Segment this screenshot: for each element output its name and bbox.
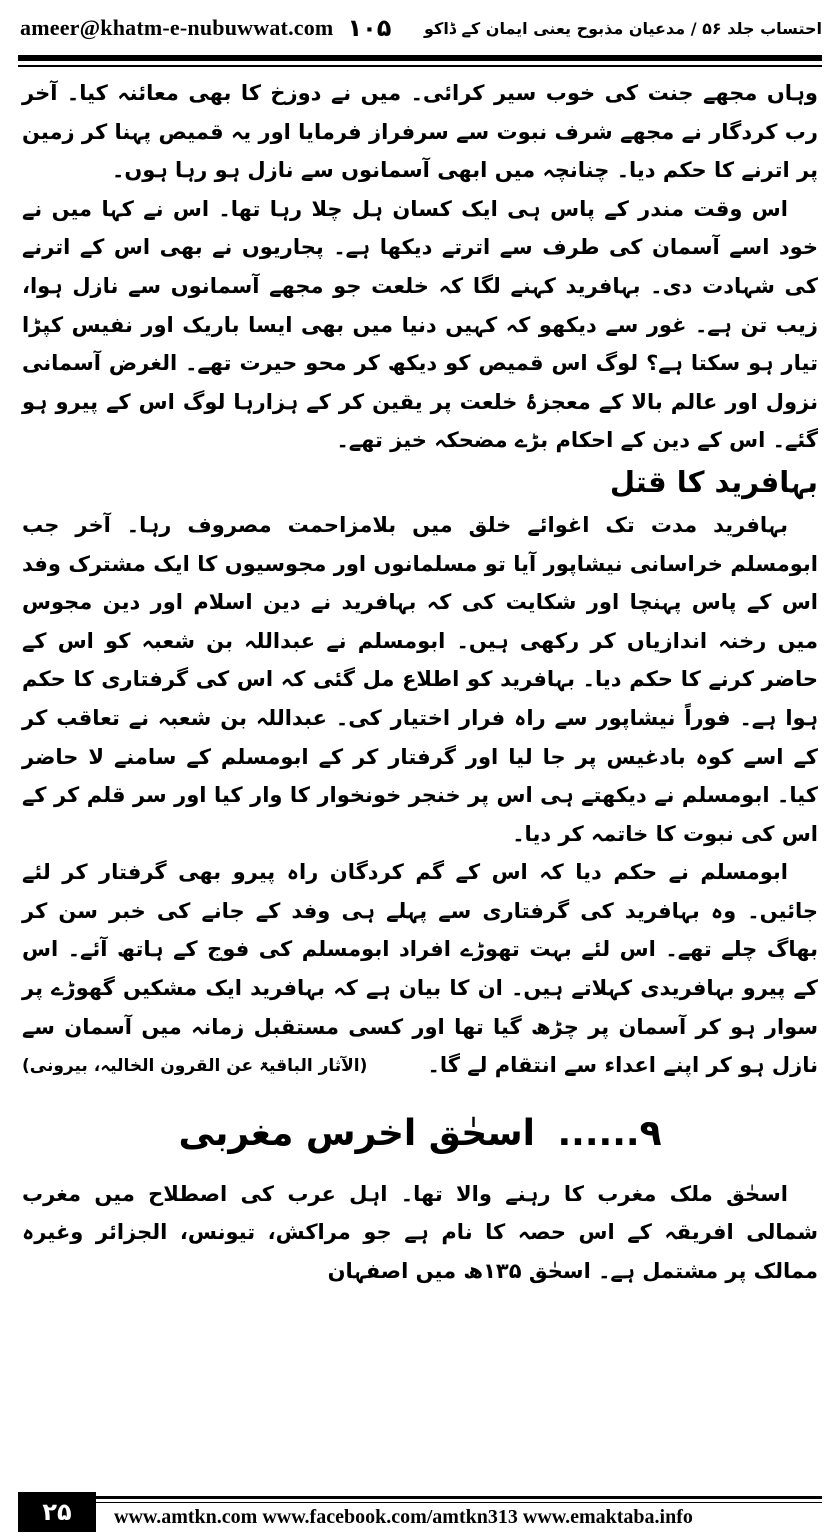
header-left xyxy=(20,14,391,42)
page-content xyxy=(22,74,818,1291)
header-rule-thin xyxy=(18,65,822,67)
footer-page-number: ۲۵ xyxy=(18,1492,96,1532)
footer-rule-thick xyxy=(96,1496,822,1499)
header-page-number: ۱۰۵ xyxy=(347,14,392,42)
page-header xyxy=(20,8,822,48)
footer-rule-thin xyxy=(96,1502,822,1503)
chapter-title: اسحٰق اخرس مغربی xyxy=(178,1112,535,1154)
chapter-number: ۹...... xyxy=(557,1112,662,1154)
paragraph-2: اس وقت مندر کے پاس ہی ایک کسان ہل چلا رہا تھا۔ اس نے کہا میں نے خود اسے آسمان کی طرف سے اترتے دیکھا ہے۔ پجاریوں نے بھی اس کے اترنے کی شہادت دی۔ بہافرید کہنے لگا کہ خلعت جو مجھے آسمانوں سے نازل ہوا، زیب تن ہے۔ غور سے دیکھو کہ کہیں دنیا میں بھی ایسا باریک اور نفیس کپڑا تیار ہو سکتا ہے؟ لوگ اس قمیص کو دیکھ کر محو حیرت تھے۔ الغرض آسمانی نزول اور عالم بالا کے معجزۂ خلعت پر یقین کر کے ہزارہا لوگ اس کے پیرو ہو گئے۔ اس کے دین کے احکام بڑے مضحکہ خیز تھے۔ xyxy=(22,196,818,453)
header-book-title: احتساب جلد ۵۶ / مدعیان مذبوح یعنی ایمان کے ڈاکو xyxy=(424,18,822,38)
header-email: ameer@khatm-e-nubuwwat.com xyxy=(20,15,334,40)
footer-urls: www.amtkn.com www.facebook.com/amtkn313 www.emaktaba.info xyxy=(114,1506,693,1528)
page-footer xyxy=(18,1492,822,1534)
chapter-heading xyxy=(22,1103,818,1165)
header-rule-thick xyxy=(18,55,822,61)
paragraph-4: ابومسلم نے حکم دیا کہ اس کے گم کردگان راہ پیرو بھی گرفتار کر لئے جائیں۔ وہ بہافرید کی گرفتاری سے پہلے ہی وفد کے جانے کی خبر سن کر بھاگ چلے تھے۔ اس لئے بہت تھوڑے افراد ابومسلم کی فوج کے ہاتھ آئے۔ اس کے پیرو بہافریدی کہلاتے ہیں۔ ان کا بیان ہے کہ بہافرید ایک مشکیں گھوڑے پر سوار ہو کر آسمان پر چڑھ گیا تھا اور کسی مستقبل زمانہ میں آسمان سے نازل ہو کر اپنے اعداء سے انتقام لے گا۔ xyxy=(22,860,818,1078)
citation: (الآثار الباقیۃ عن القرون الخالیہ، بیرونی) xyxy=(22,1055,368,1076)
paragraph-1: وہاں مجھے جنت کی خوب سیر کرائی۔ میں نے دوزخ کا بھی معائنہ کیا۔ آخر رب کردگار نے مجھے شرف نبوت سے سرفراز فرمایا اور یہ قمیص پہنا کر زمین پر اترنے کا حکم دیا۔ چنانچہ میں ابھی آسمانوں سے نازل ہو رہا ہوں۔ xyxy=(22,81,818,183)
paragraph-3: بہافرید مدت تک اغوائے خلق میں بلامزاحمت مصروف رہا۔ آخر جب ابومسلم خراسانی نیشاپور آیا تو مسلمانوں اور مجوسیوں کا ایک مشترک وفد اس کے پاس پہنچا اور شکایت کی کہ بہافرید نے دین اسلام اور دین مجوس میں رخنہ اندازیاں کر رکھی ہیں۔ ابومسلم نے عبداللہ بن شعبہ کو اس کے حاضر کرنے کا حکم دیا۔ بہافرید کو اطلاع مل گئی کہ اس کی گرفتاری کا حکم ہوا ہے۔ فوراً نیشاپور سے راہ فرار اختیار کی۔ عبداللہ بن شعبہ نے تعاقب کر کے اسے کوہ بادغیس پر جا لیا اور گرفتار کر کے ابومسلم کے سامنے لا حاضر کیا۔ ابومسلم نے دیکھتے ہی اس پر خنجر خونخوار کا وار کیا اور سر قلم کر کے اس کی نبوت کا خاتمہ کر دیا۔ xyxy=(22,512,818,846)
subheading: بہافرید کا قتل xyxy=(609,464,818,499)
paragraph-5: اسحٰق ملک مغرب کا رہنے والا تھا۔ اہل عرب کی اصطلاح میں مغرب شمالی افریقہ کے اس حصہ کا نام ہے جو مراکش، تیونس، الجزائر وغیرہ ممالک پر مشتمل ہے۔ اسحٰق ۱۳۵ھ میں اصفہان xyxy=(22,1181,818,1284)
